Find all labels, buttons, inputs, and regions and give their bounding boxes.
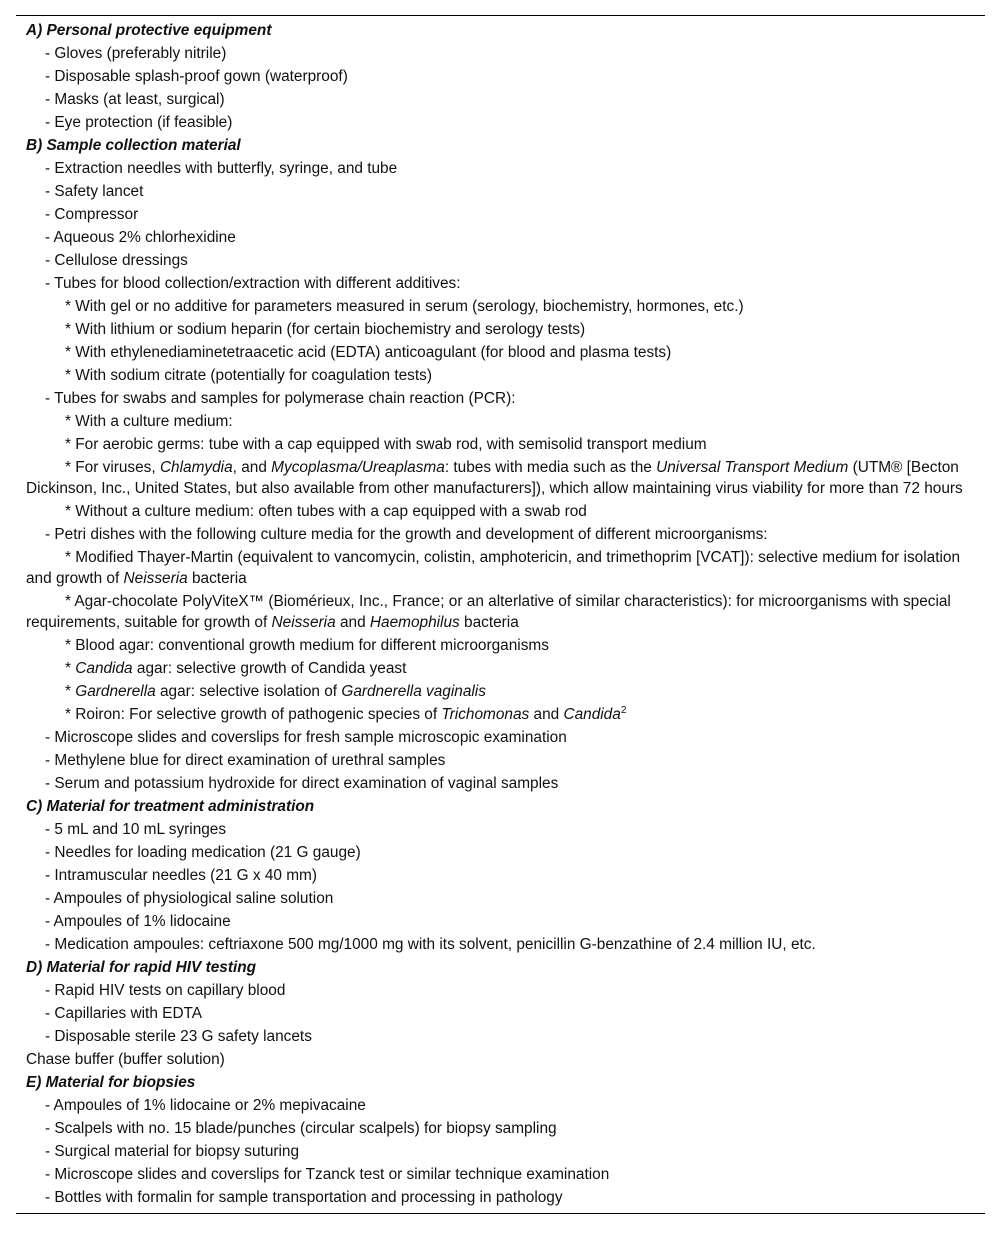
- sub-list-item-candida: * Candida agar: selective growth of Candida yeast: [65, 660, 407, 677]
- list-item-plain: Chase buffer (buffer solution): [26, 1051, 225, 1068]
- list-item: - Bottles with formalin for sample transportation and processing in pathology: [45, 1189, 563, 1206]
- section-e-heading: E) Material for biopsies: [26, 1074, 196, 1091]
- list-item: - Microscope slides and coverslips for Tzanck test or similar technique examination: [45, 1166, 610, 1183]
- sub-list-item-roiron: * Roiron: For selective growth of pathogenic species of Trichomonas and Candida$^2$: [65, 704, 627, 723]
- list-item: - Ampoules of physiological saline solution: [45, 890, 334, 907]
- list-item: - Eye protection (if feasible): [45, 114, 233, 131]
- list-item: - Capillaries with EDTA: [45, 1005, 203, 1022]
- list-item: - Tubes for swabs and samples for polymerase chain reaction (PCR):: [45, 390, 516, 407]
- list-item: - Microscope slides and coverslips for fresh sample microscopic examination: [45, 729, 567, 746]
- list-item: - 5 mL and 10 mL syringes: [45, 821, 227, 838]
- sub-list-item: * With sodium citrate (potentially for coagulation tests): [65, 367, 432, 384]
- list-item: - Disposable splash-proof gown (waterproof): [45, 68, 348, 85]
- section-c-heading: C) Material for treatment administration: [26, 798, 315, 815]
- list-item: - Serum and potassium hydroxide for direct examination of vaginal samples: [45, 775, 559, 792]
- list-item: - Intramuscular needles (21 G x 40 mm): [45, 867, 317, 884]
- list-item: - Extraction needles with butterfly, syringe, and tube: [45, 160, 398, 177]
- section-b-heading: B) Sample collection material: [26, 137, 241, 154]
- list-item: - Ampoules of 1% lidocaine: [45, 913, 231, 930]
- list-item: - Needles for loading medication (21 G gauge): [45, 844, 361, 861]
- section-a-heading: A) Personal protective equipment: [26, 22, 272, 39]
- sub-list-item: * For aerobic germs: tube with a cap equipped with swab rod, with semisolid transport medium: [65, 436, 707, 453]
- list-item: - Safety lancet: [45, 183, 144, 200]
- list-item: - Aqueous 2% chlorhexidine: [45, 229, 236, 246]
- list-item: - Petri dishes with the following culture media for the growth and development of different microorganisms:: [45, 526, 768, 543]
- list-item: - Rapid HIV tests on capillary blood: [45, 982, 286, 999]
- sub-list-item: * Blood agar: conventional growth medium for different microorganisms: [65, 637, 549, 654]
- sub-list-item: * With a culture medium:: [65, 413, 233, 430]
- list-item: - Gloves (preferably nitrile): [45, 45, 227, 62]
- sub-list-item: * With lithium or sodium heparin (for certain biochemistry and serology tests): [65, 321, 586, 338]
- list-item: - Ampoules of 1% lidocaine or 2% mepivacaine: [45, 1097, 366, 1114]
- materials-table: [16, 15, 985, 1214]
- list-item: - Scalpels with no. 15 blade/punches (circular scalpels) for biopsy sampling: [45, 1120, 557, 1137]
- section-d-heading: D) Material for rapid HIV testing: [26, 959, 257, 976]
- sub-list-item: * Without a culture medium: often tubes with a cap equipped with a swab rod: [65, 503, 587, 520]
- list-item: - Disposable sterile 23 G safety lancets: [45, 1028, 312, 1045]
- sub-list-item-gardnerella: * Gardnerella agar: selective isolation of Gardnerella vaginalis: [65, 683, 486, 700]
- sub-list-item-viruses: * For viruses, Chlamydia, and Mycoplasma/Ureaplasma: tubes with media such as the Universal Transport Medium (UTM® [Becton Dickinson, Inc., United States, but also available from other manufacturers]), which allow maintaining virus viability for more than 72 hours: [26, 459, 963, 497]
- list-item: - Cellulose dressings: [45, 252, 188, 269]
- list-item: - Masks (at least, surgical): [45, 91, 225, 108]
- sub-list-item-agar-chocolate: * Agar-chocolate PolyViteX™ (Biomérieux, Inc., France; or an alterlative of similar characteristics): for microorganisms with special requirements, suitable for growth of Neisseria and Haemophilus bacteria: [26, 593, 951, 631]
- list-item: - Medication ampoules: ceftriaxone 500 mg/1000 mg with its solvent, penicillin G-benzathine of 2.4 million IU, etc.: [45, 936, 816, 953]
- list-item: - Compressor: [45, 206, 139, 223]
- sub-list-item: * With gel or no additive for parameters measured in serum (serology, biochemistry, hormones, etc.): [65, 298, 744, 315]
- sub-list-item-thayer-martin: * Modified Thayer-Martin (equivalent to vancomycin, colistin, amphotericin, and trimethoprim [VCAT]): selective medium for isolation and growth of Neisseria bacteria: [26, 549, 961, 587]
- footnote-ref: 2: [620, 704, 627, 716]
- list-item: - Tubes for blood collection/extraction with different additives:: [45, 275, 461, 292]
- list-item: - Surgical material for biopsy suturing: [45, 1143, 300, 1160]
- sub-list-item: * With ethylenediaminetetraacetic acid (EDTA) anticoagulant (for blood and plasma tests): [65, 344, 672, 361]
- list-item: - Methylene blue for direct examination of urethral samples: [45, 752, 446, 769]
